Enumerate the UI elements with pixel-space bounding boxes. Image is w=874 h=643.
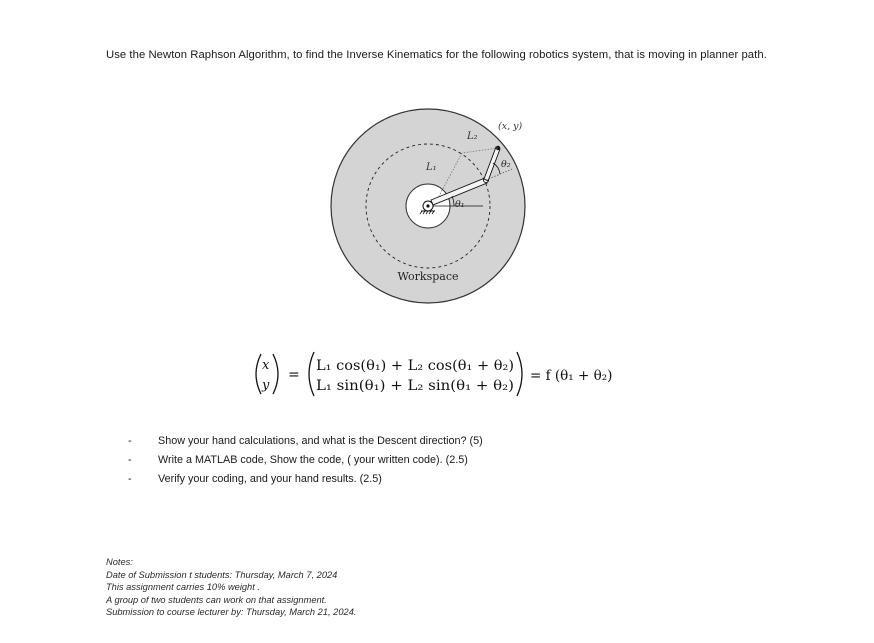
note-line: Date of Submission t students: Thursday, March 7, 2024 [106,569,338,580]
robot-arm-diagram [328,105,568,315]
task-list [120,432,483,489]
task-bullet: - [128,473,132,485]
note-line: Submission to course lecturer by: Thursday, March 21, 2024. [106,607,357,618]
task-item [120,470,483,489]
task-item [120,451,483,470]
problem-statement: Use the Newton Raphson Algorithm, to find the Inverse Kinematics for the following robotics system, that is moving in planner path. [106,49,767,61]
lhs-right-paren [273,354,278,394]
notes-section [106,556,356,619]
lhs-y: y [262,378,270,393]
theta-1-label: θ₁ [455,199,465,210]
workspace-label: Workspace [397,270,459,283]
endpoint-label: (x, y) [498,121,523,132]
rhs-left-paren [309,352,314,396]
equation-row-x: L₁ cos(θ₁) + L₂ cos(θ₁ + θ₂) [316,358,514,374]
task-item [120,432,483,451]
equation-figure [240,348,660,400]
base-joint-pin [426,204,429,207]
link-2-label: L₂ [467,131,478,142]
robot-arm-figure [328,105,568,315]
forward-kinematics-equation [240,348,660,400]
lhs-x: x [262,358,270,373]
task-bullet: - [128,454,132,466]
equals-sign: = [288,367,300,383]
link-1-label: L₁ [426,162,437,173]
task-text: Show your hand calculations, and what is the Descent direction? (5) [158,435,483,447]
theta-2-label: θ₂ [501,159,511,170]
task-text: Write a MATLAB code, Show the code, ( your written code). (2.5) [158,454,468,466]
note-line: This assignment carries 10% weight . [106,582,260,593]
equation-rhs: = f (θ₁ + θ₂) [530,368,613,384]
lhs-left-paren [256,354,261,394]
task-text: Verify your coding, and your hand results. (2.5) [158,473,382,485]
notes-heading: Notes: [106,557,133,567]
rhs-right-paren [517,352,522,396]
task-bullet: - [128,435,132,447]
equation-row-y: L₁ sin(θ₁) + L₂ sin(θ₁ + θ₂) [316,378,514,394]
note-line: A group of two students can work on that assignment. [106,594,327,605]
